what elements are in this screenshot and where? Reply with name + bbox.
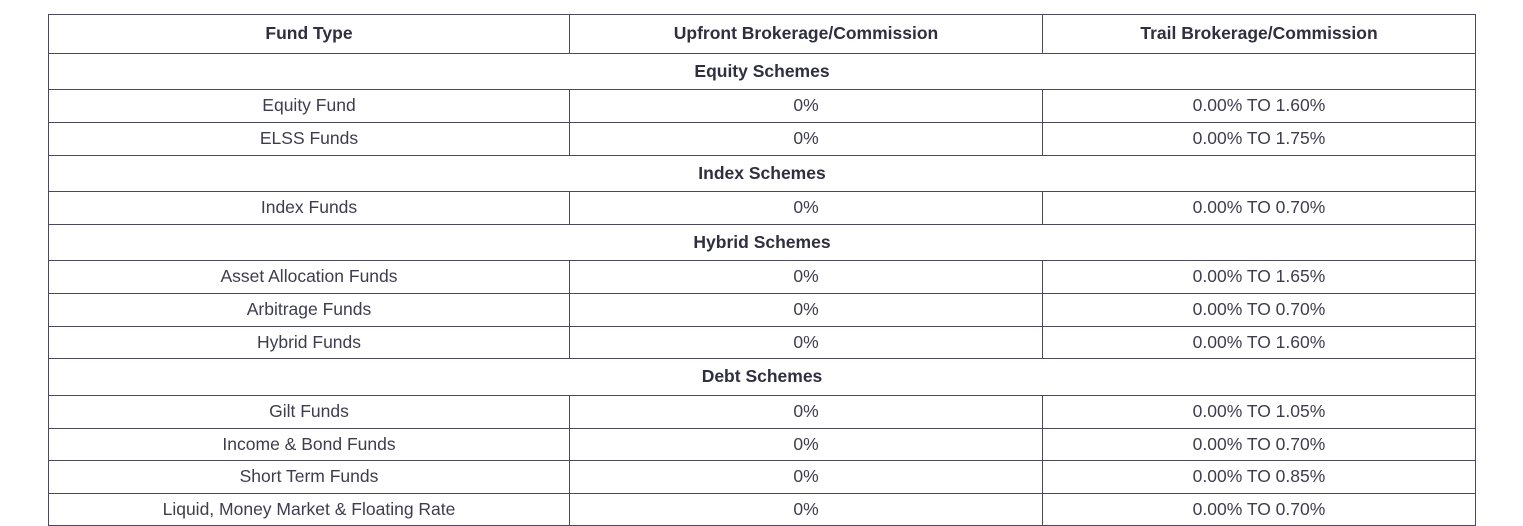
section-header-row	[49, 155, 1476, 192]
table-row	[49, 428, 1476, 461]
cell-trail: 0.00% TO 1.60%	[1043, 326, 1476, 359]
table-row	[49, 294, 1476, 327]
cell-fund-type: Index Funds	[49, 192, 570, 225]
cell-fund-type: ELSS Funds	[49, 122, 570, 155]
section-title: Index Schemes	[49, 155, 1476, 192]
cell-fund-type: Gilt Funds	[49, 395, 570, 428]
table-row	[49, 326, 1476, 359]
cell-upfront: 0%	[570, 261, 1043, 294]
table-row	[49, 192, 1476, 225]
section-header-row	[49, 224, 1476, 261]
section-header-row	[49, 53, 1476, 90]
table-row	[49, 395, 1476, 428]
table-header	[49, 15, 1476, 54]
cell-upfront: 0%	[570, 192, 1043, 225]
cell-trail: 0.00% TO 0.70%	[1043, 428, 1476, 461]
table-header-row	[49, 15, 1476, 54]
cell-upfront: 0%	[570, 294, 1043, 327]
cell-fund-type: Income & Bond Funds	[49, 428, 570, 461]
cell-trail: 0.00% TO 0.70%	[1043, 192, 1476, 225]
cell-fund-type: Arbitrage Funds	[49, 294, 570, 327]
section-title: Equity Schemes	[49, 53, 1476, 90]
cell-trail: 0.00% TO 1.65%	[1043, 261, 1476, 294]
cell-trail: 0.00% TO 0.70%	[1043, 294, 1476, 327]
cell-upfront: 0%	[570, 395, 1043, 428]
cell-upfront: 0%	[570, 493, 1043, 526]
table-row	[49, 122, 1476, 155]
table-row	[49, 461, 1476, 494]
table-row	[49, 493, 1476, 526]
cell-fund-type: Asset Allocation Funds	[49, 261, 570, 294]
cell-upfront: 0%	[570, 90, 1043, 123]
cell-trail: 0.00% TO 0.85%	[1043, 461, 1476, 494]
cell-fund-type: Liquid, Money Market & Floating Rate	[49, 493, 570, 526]
column-header-trail-brokerage: Trail Brokerage/Commission	[1043, 15, 1476, 54]
cell-upfront: 0%	[570, 122, 1043, 155]
cell-trail: 0.00% TO 1.05%	[1043, 395, 1476, 428]
cell-upfront: 0%	[570, 428, 1043, 461]
table-row	[49, 261, 1476, 294]
cell-fund-type: Hybrid Funds	[49, 326, 570, 359]
cell-upfront: 0%	[570, 326, 1043, 359]
cell-trail: 0.00% TO 1.60%	[1043, 90, 1476, 123]
cell-fund-type: Equity Fund	[49, 90, 570, 123]
cell-fund-type: Short Term Funds	[49, 461, 570, 494]
column-header-fund-type: Fund Type	[49, 15, 570, 54]
table-row	[49, 90, 1476, 123]
table-body	[49, 53, 1476, 526]
section-title: Debt Schemes	[49, 359, 1476, 396]
section-title: Hybrid Schemes	[49, 224, 1476, 261]
cell-trail: 0.00% TO 0.70%	[1043, 493, 1476, 526]
cell-trail: 0.00% TO 1.75%	[1043, 122, 1476, 155]
cell-upfront: 0%	[570, 461, 1043, 494]
brokerage-commission-table	[48, 14, 1476, 526]
section-header-row	[49, 359, 1476, 396]
column-header-upfront-brokerage: Upfront Brokerage/Commission	[570, 15, 1043, 54]
